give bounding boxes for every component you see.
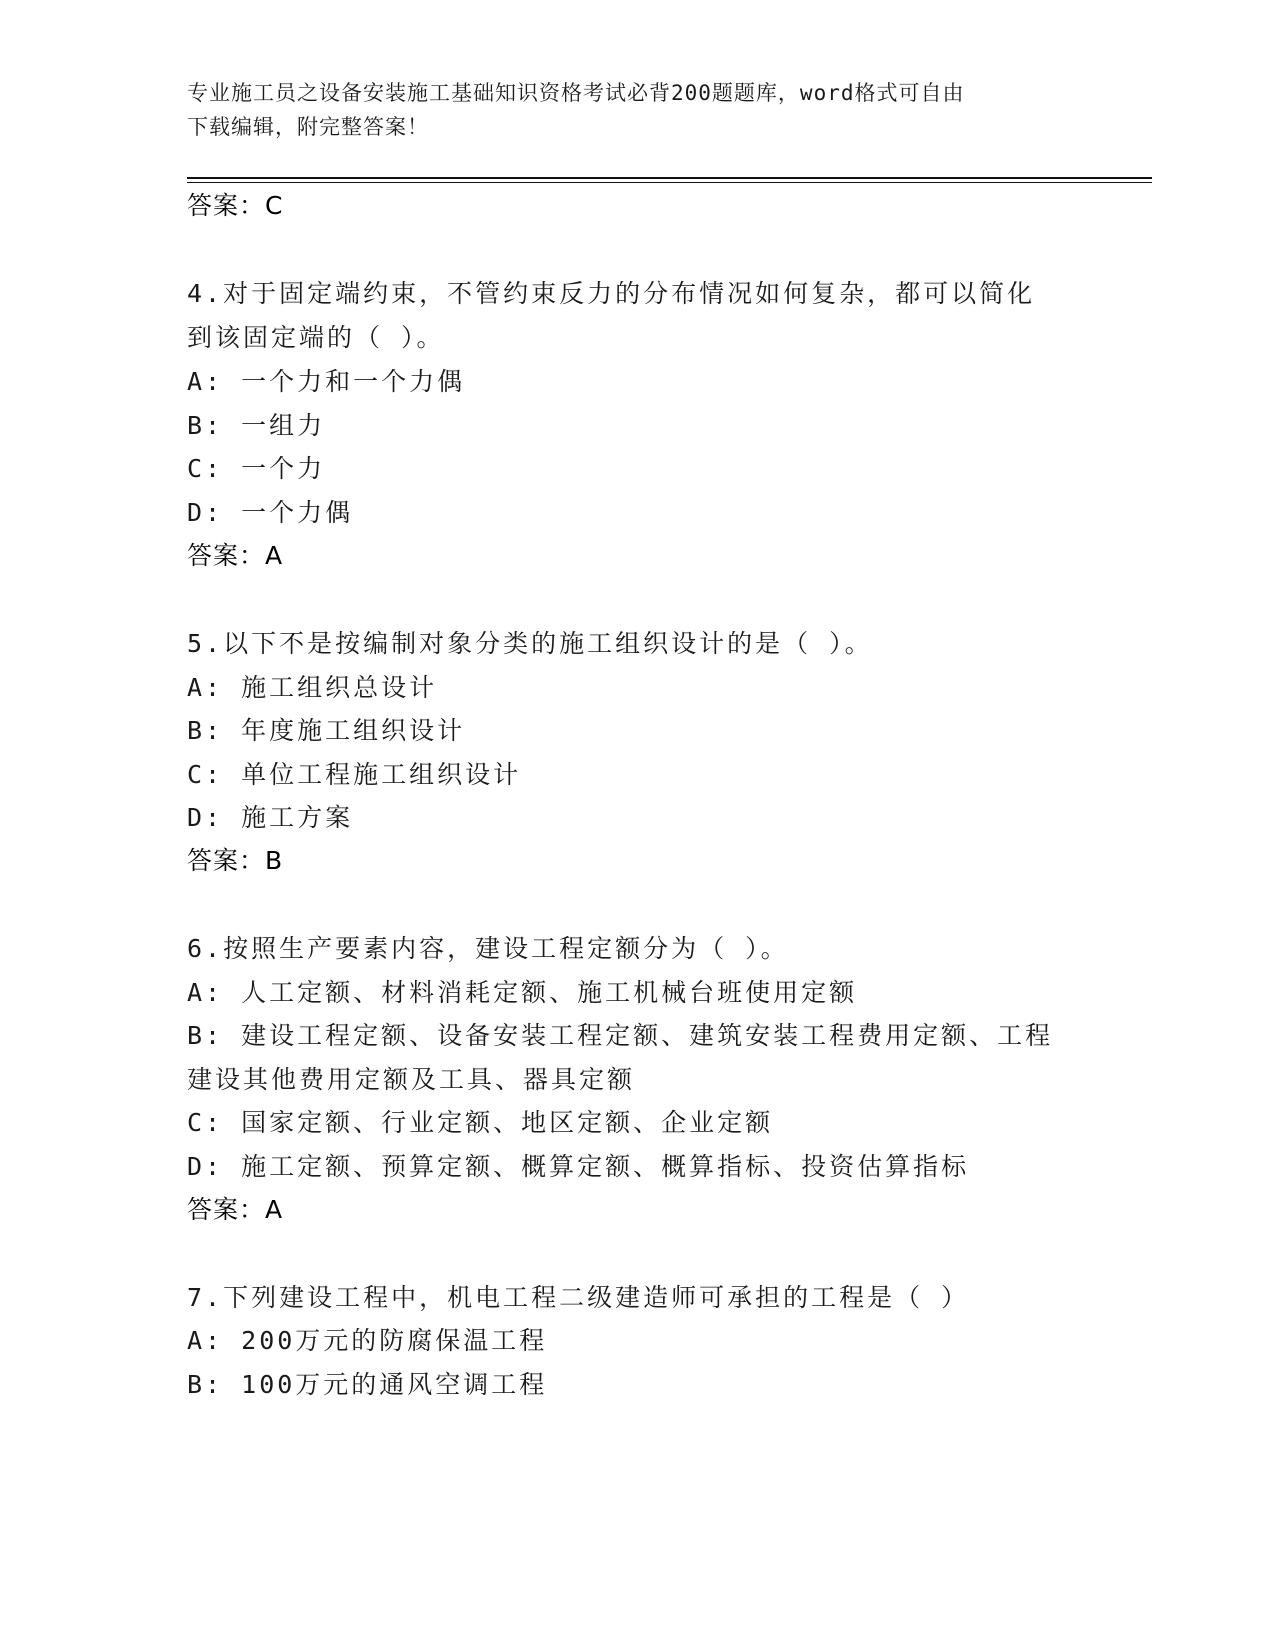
- question-4-option-b: B: 一组力: [187, 411, 326, 440]
- question-6-option-a: A: 人工定额、材料消耗定额、施工机械台班使用定额: [187, 978, 858, 1007]
- question-4-answer: 答案：A: [187, 541, 284, 570]
- question-7-stem: 7.下列建设工程中，机电工程二级建造师可承担的工程是（ ）: [187, 1283, 970, 1312]
- question-5-option-b: B: 年度施工组织设计: [187, 716, 466, 745]
- question-6-option-d: D: 施工定额、预算定额、概算定额、概算指标、投资估算指标: [187, 1152, 970, 1181]
- question-6-option-c: C: 国家定额、行业定额、地区定额、企业定额: [187, 1108, 774, 1137]
- header-divider: [187, 177, 1152, 179]
- question-7-option-b: B: 100万元的通风空调工程: [187, 1370, 548, 1399]
- question-6-option-b: B: 建设工程定额、设备安装工程定额、建筑安装工程费用定额、工程: [187, 1021, 1054, 1050]
- question-4-option-d: D: 一个力偶: [187, 498, 354, 527]
- header-line-2: 下载编辑，附完整答案！: [187, 115, 429, 139]
- question-6-stem: 6.按照生产要素内容，建设工程定额分为（ ）。: [187, 934, 789, 963]
- question-5-option-c: C: 单位工程施工组织设计: [187, 760, 522, 789]
- header-line-1: 专业施工员之设备安装施工基础知识资格考试必背200题题库，word格式可自由: [187, 81, 965, 105]
- question-4-stem-cont: 到该固定端的（ ）。: [187, 323, 445, 352]
- question-5-stem: 5.以下不是按编制对象分类的施工组织设计的是（ ）。: [187, 629, 873, 658]
- question-6-option-b-cont: 建设其他费用定额及工具、器具定额: [187, 1065, 636, 1094]
- question-5-option-d: D: 施工方案: [187, 803, 354, 832]
- question-4-option-a: A: 一个力和一个力偶: [187, 367, 466, 396]
- question-4-option-c: C: 一个力: [187, 454, 326, 483]
- document-header: [187, 76, 1087, 144]
- question-4-stem: 4.对于固定端约束，不管约束反力的分布情况如何复杂，都可以简化: [187, 279, 1036, 308]
- answer-previous: 答案：C: [187, 191, 284, 220]
- question-5-option-a: A: 施工组织总设计: [187, 673, 438, 702]
- question-7-option-a: A: 200万元的防腐保温工程: [187, 1326, 548, 1355]
- question-6-answer: 答案：A: [187, 1195, 284, 1224]
- header-divider-thin: [187, 182, 1152, 183]
- question-5-answer: 答案：B: [187, 846, 284, 875]
